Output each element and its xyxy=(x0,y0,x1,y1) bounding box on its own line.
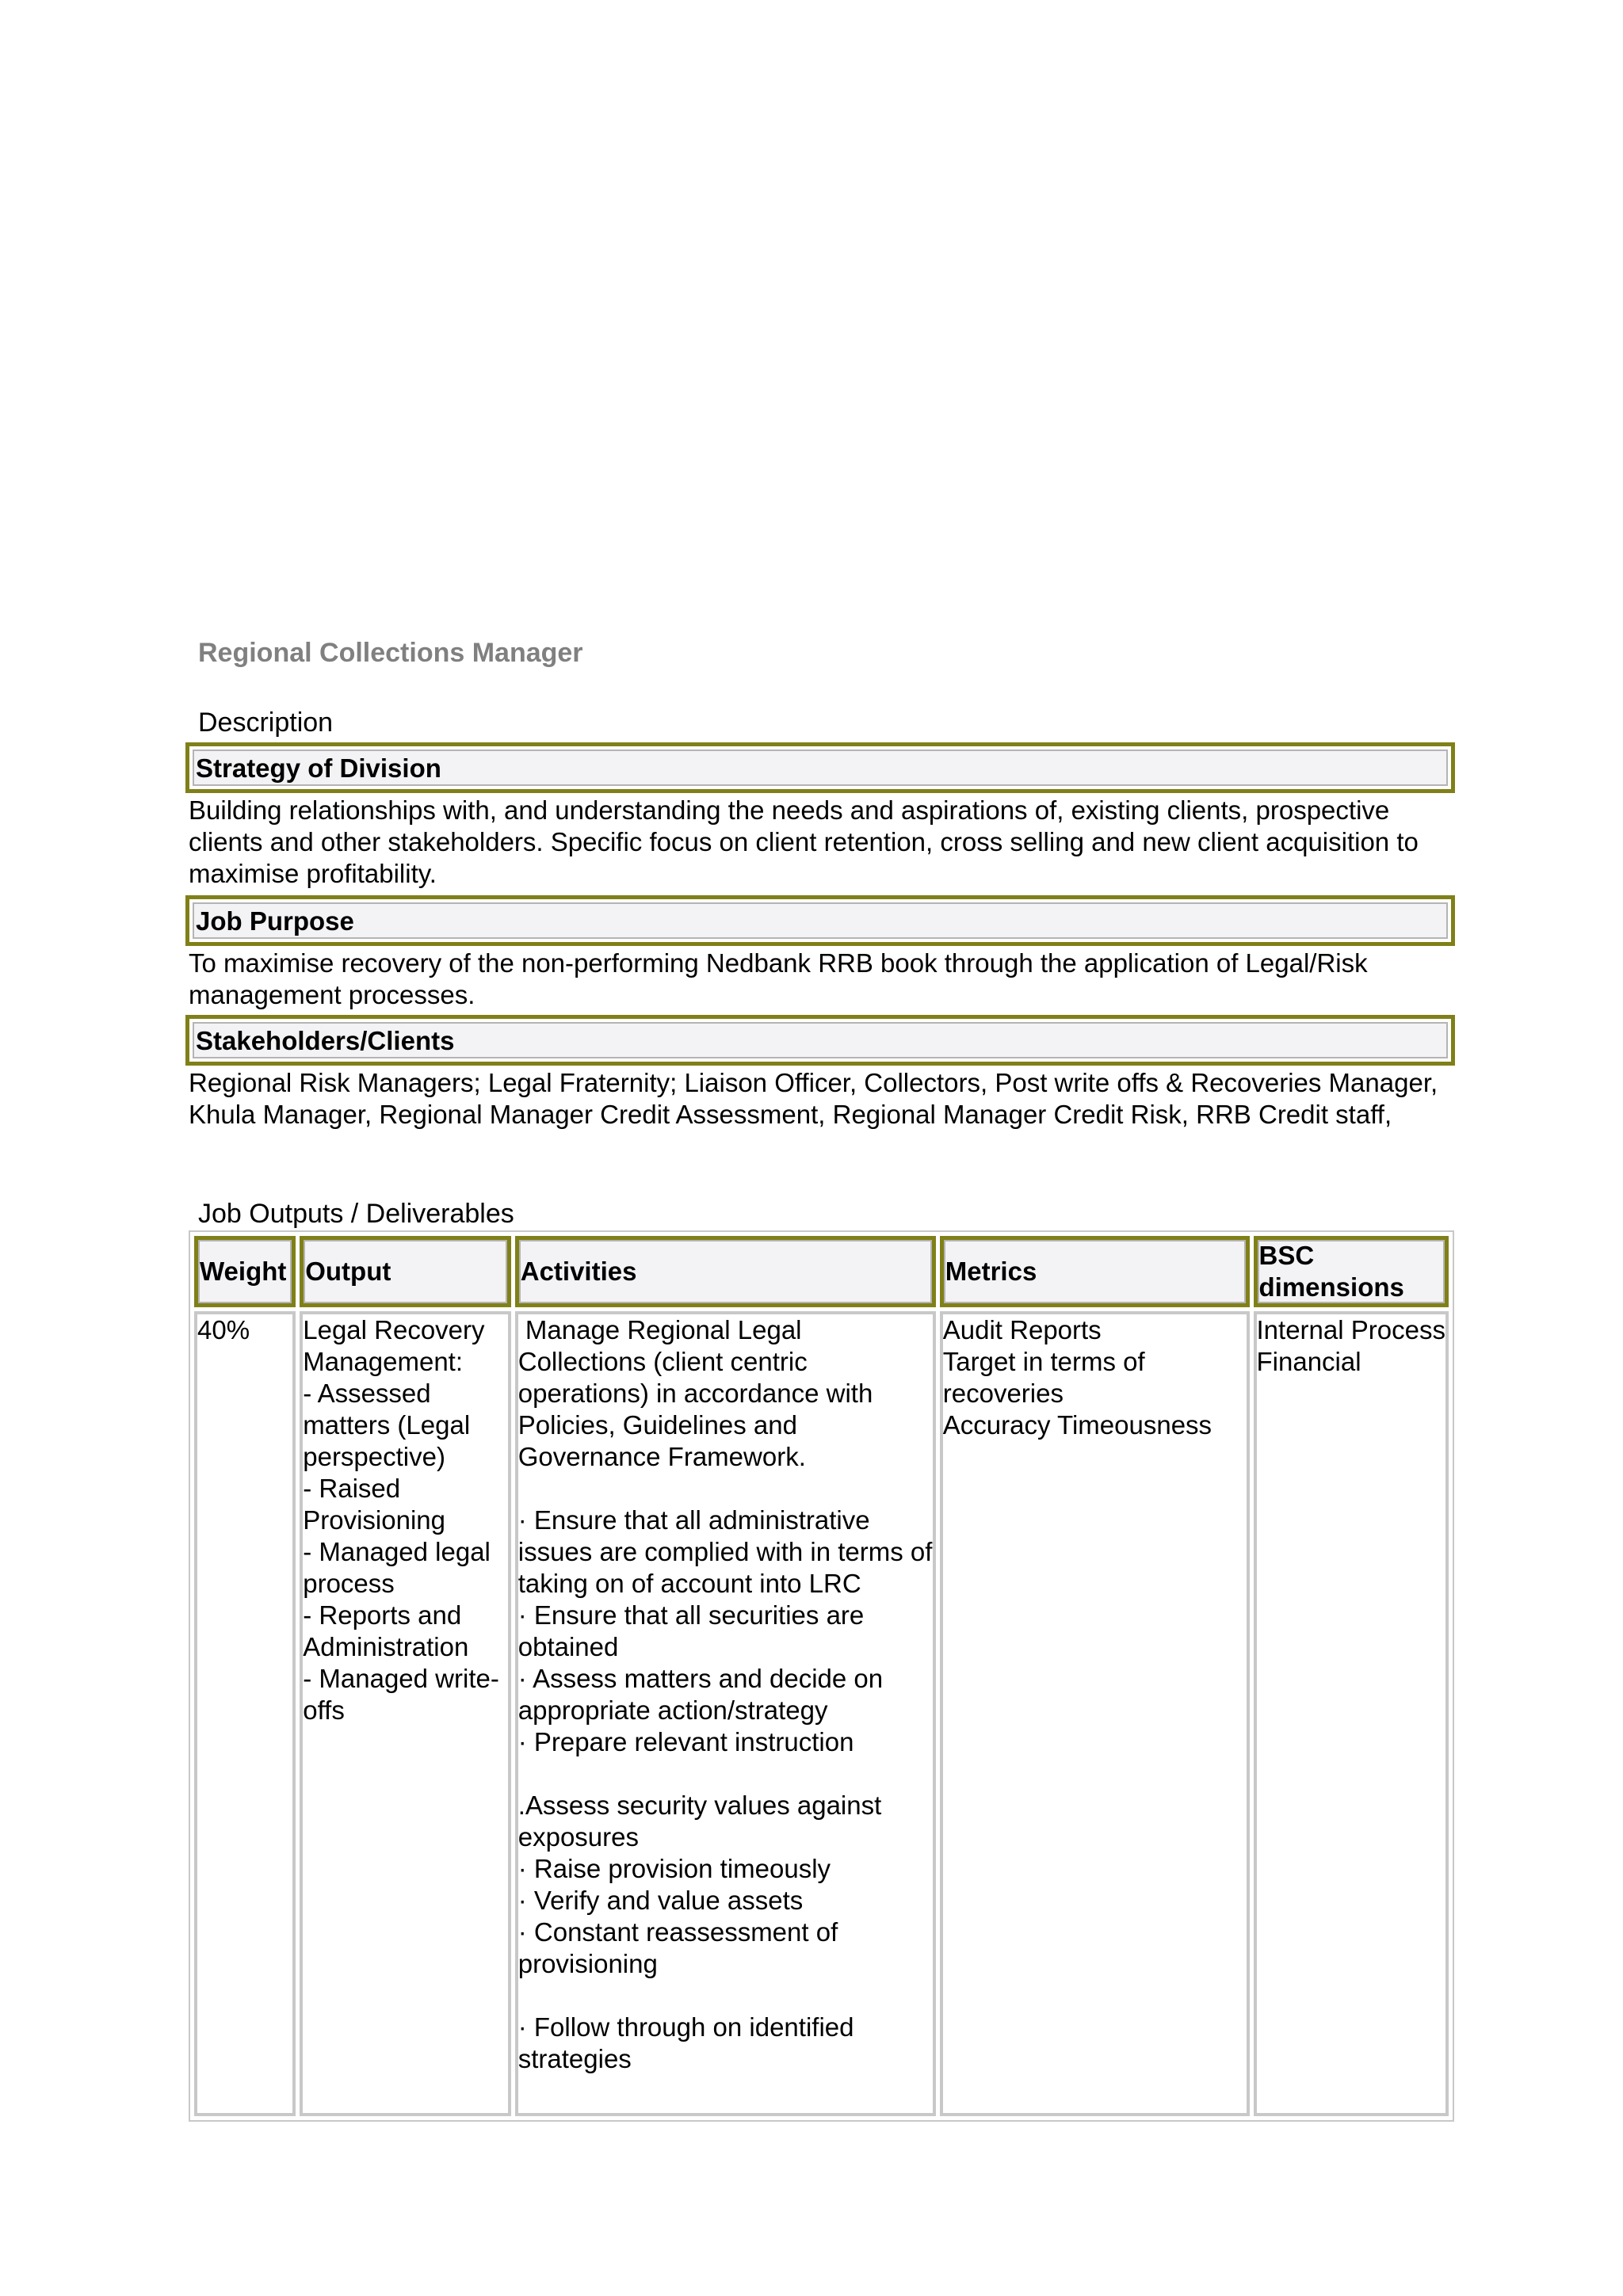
deliverables-table xyxy=(189,1230,1454,2122)
output-line: - Assessed matters (Legal perspective) xyxy=(303,1379,478,1471)
metric-line: Accuracy Timeousness xyxy=(942,1410,1212,1440)
table-header-row xyxy=(194,1236,1449,1307)
activity-spacer xyxy=(518,1473,933,1505)
cell-activities xyxy=(515,1311,940,2116)
header-bsc-dimensions: BSC dimensions xyxy=(1254,1236,1449,1307)
header-activities: Activities xyxy=(515,1236,936,1307)
section-body-strategy: Building relationships with, and understanding the needs and aspirations of, existing clients, prospective clients and other stakeholders. Specific focus on client retention, cross selling and new client acquisition to maximise profitability. xyxy=(189,795,1419,888)
activity-line: · Raise provision timeously xyxy=(517,1854,831,1883)
activity-spacer xyxy=(518,1758,933,1790)
bsc-line: Internal Process xyxy=(1256,1315,1445,1344)
section-heading-stakeholders xyxy=(185,1015,1455,1066)
activity-line: · Ensure that all securities are obtained xyxy=(517,1600,872,1661)
cell-output xyxy=(300,1311,511,2116)
activity-line: .Assess security values against exposures xyxy=(517,1791,889,1852)
page-title: Regional Collections Manager xyxy=(198,638,583,668)
bsc-line: Financial xyxy=(1256,1347,1361,1376)
metric-line: Target in terms of recoveries xyxy=(942,1347,1152,1408)
section-heading-job-purpose-text: Job Purpose xyxy=(193,902,1448,939)
table-row xyxy=(194,1311,1449,2116)
output-line: - Raised Provisioning xyxy=(303,1474,445,1535)
cell-metrics xyxy=(940,1311,1250,2116)
activity-spacer xyxy=(518,1980,933,2012)
activity-line: · Ensure that all administrative issues are complied with in terms of taking on of account into LRC xyxy=(517,1505,940,1598)
activity-line: · Prepare relevant instruction xyxy=(517,1727,854,1756)
header-metrics: Metrics xyxy=(940,1236,1250,1307)
metric-line: Audit Reports xyxy=(942,1315,1102,1344)
cell-bsc-dimensions xyxy=(1254,1311,1449,2116)
cell-weight: 40% xyxy=(194,1311,296,2116)
activity-line: · Constant reassessment of provisioning xyxy=(517,1917,846,1978)
output-line: - Managed legal process xyxy=(303,1537,498,1598)
activity-line: · Verify and value assets xyxy=(517,1886,804,1915)
section-heading-stakeholders-text: Stakeholders/Clients xyxy=(193,1022,1448,1058)
header-output: Output xyxy=(300,1236,511,1307)
activity-line: · Assess matters and decide on appropriate action/strategy xyxy=(517,1664,891,1725)
output-line: Legal Recovery Management: xyxy=(303,1315,492,1376)
section-body-stakeholders: Regional Risk Managers; Legal Fraternity; Liaison Officer, Collectors, Post write offs & Recoveries Manager, Khula Manager, Regional Manager Credit Assessment, Regional Manager Credit Risk, RRB Credit staff, xyxy=(189,1068,1438,1129)
section-heading-job-purpose xyxy=(185,895,1455,946)
section-heading-strategy xyxy=(185,742,1455,793)
activity-line: · Follow through on identified strategies xyxy=(517,2012,861,2073)
output-line: - Reports and Administration xyxy=(303,1600,469,1661)
output-line: - Managed write-offs xyxy=(303,1664,499,1725)
activity-line: Manage Regional Legal Collections (client centric operations) in accordance with Policies, Guidelines and Governance Framework. xyxy=(517,1315,880,1471)
section-body-job-purpose: To maximise recovery of the non-performing Nedbank RRB book through the application of Legal/Risk management processes. xyxy=(189,948,1368,1009)
section-heading-strategy-text: Strategy of Division xyxy=(193,749,1448,786)
description-label: Description xyxy=(198,707,334,738)
header-weight: Weight xyxy=(194,1236,296,1307)
deliverables-label: Job Outputs / Deliverables xyxy=(198,1199,514,1229)
